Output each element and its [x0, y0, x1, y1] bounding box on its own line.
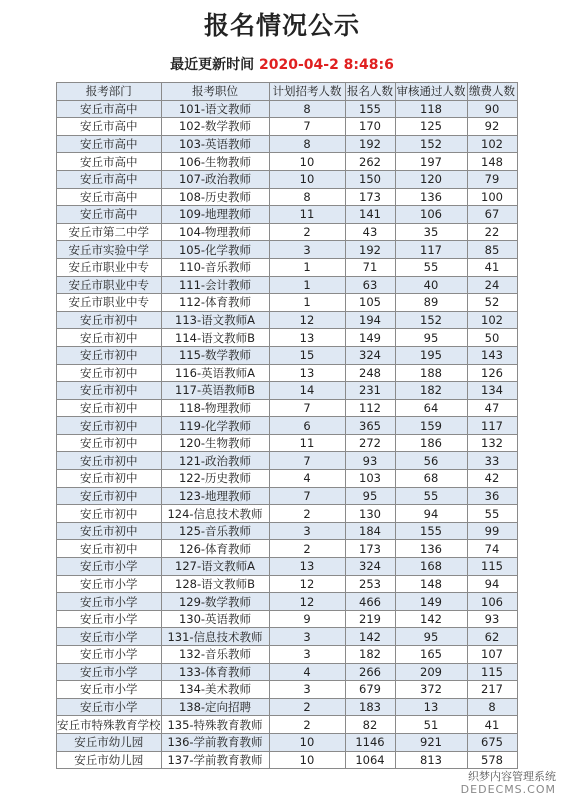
table-row	[57, 329, 518, 347]
cell-paid: 143	[467, 346, 517, 364]
cell-approved: 94	[395, 505, 467, 523]
cell-department: 安丘市高中	[57, 118, 162, 136]
cell-approved: 51	[395, 716, 467, 734]
cell-planned: 6	[269, 417, 345, 435]
cell-position: 110-音乐教师	[161, 258, 269, 276]
cell-approved: 40	[395, 276, 467, 294]
table-row	[57, 241, 518, 259]
table-row	[57, 294, 518, 312]
cell-planned: 7	[269, 452, 345, 470]
cell-position: 128-语文教师B	[161, 575, 269, 593]
cell-paid: 107	[467, 646, 517, 664]
table-row	[57, 434, 518, 452]
cell-approved: 64	[395, 399, 467, 417]
cell-paid: 8	[467, 698, 517, 716]
cell-planned: 4	[269, 470, 345, 488]
cell-approved: 197	[395, 153, 467, 171]
cell-planned: 11	[269, 206, 345, 224]
cell-department: 安丘市幼儿园	[57, 751, 162, 769]
table-row	[57, 681, 518, 699]
table-row	[57, 170, 518, 188]
cell-approved: 159	[395, 417, 467, 435]
cell-approved: 120	[395, 170, 467, 188]
cell-position: 124-信息技术教师	[161, 505, 269, 523]
cell-position: 136-学前教育教师	[161, 733, 269, 751]
col-header-planned: 计划招考人数	[269, 83, 345, 101]
cell-department: 安丘市高中	[57, 153, 162, 171]
cell-applicants: 173	[345, 188, 395, 206]
cell-position: 130-英语教师	[161, 610, 269, 628]
cell-position: 122-历史教师	[161, 470, 269, 488]
cell-approved: 813	[395, 751, 467, 769]
cell-planned: 2	[269, 716, 345, 734]
table-row	[57, 716, 518, 734]
cell-applicants: 150	[345, 170, 395, 188]
cell-approved: 188	[395, 364, 467, 382]
cell-applicants: 141	[345, 206, 395, 224]
cell-paid: 67	[467, 206, 517, 224]
cell-department: 安丘市初中	[57, 505, 162, 523]
col-header-approved: 审核通过人数	[396, 84, 466, 99]
cell-paid: 79	[467, 170, 517, 188]
cell-paid: 132	[467, 434, 517, 452]
table-row	[57, 558, 518, 576]
table-row	[57, 663, 518, 681]
cell-department: 安丘市初中	[57, 329, 162, 347]
cell-position: 116-英语教师A	[161, 364, 269, 382]
cell-approved: 921	[395, 733, 467, 751]
cell-paid: 22	[467, 223, 517, 241]
cell-department: 安丘市高中	[57, 206, 162, 224]
cell-paid: 102	[467, 311, 517, 329]
table-row	[57, 346, 518, 364]
cell-department: 安丘市小学	[57, 575, 162, 593]
cell-paid: 217	[467, 681, 517, 699]
table-row	[57, 540, 518, 558]
cell-paid: 115	[467, 558, 517, 576]
update-label: 最近更新时间	[170, 57, 255, 73]
cell-approved: 195	[395, 346, 467, 364]
cell-position: 108-历史教师	[161, 188, 269, 206]
cell-position: 105-化学教师	[161, 241, 269, 259]
cell-paid: 578	[467, 751, 517, 769]
cell-applicants: 365	[345, 417, 395, 435]
cell-department: 安丘市幼儿园	[57, 733, 162, 751]
update-time-line	[0, 54, 564, 74]
cell-applicants: 130	[345, 505, 395, 523]
table-row	[57, 364, 518, 382]
cell-applicants: 1146	[345, 733, 395, 751]
cell-position: 114-语文教师B	[161, 329, 269, 347]
cell-paid: 134	[467, 382, 517, 400]
cell-paid: 62	[467, 628, 517, 646]
cell-approved: 372	[395, 681, 467, 699]
cell-planned: 4	[269, 663, 345, 681]
col-header-applicants: 报名人数	[347, 84, 393, 99]
cell-planned: 2	[269, 540, 345, 558]
cell-department: 安丘市初中	[57, 470, 162, 488]
cell-department: 安丘市第二中学	[57, 223, 162, 241]
cell-approved: 35	[395, 223, 467, 241]
table-row	[57, 100, 518, 118]
cell-paid: 52	[467, 294, 517, 312]
cell-approved: 89	[395, 294, 467, 312]
cell-position: 119-化学教师	[161, 417, 269, 435]
watermark-text: 织梦内容管理系统	[468, 770, 556, 783]
cell-planned: 9	[269, 610, 345, 628]
cell-department: 安丘市高中	[57, 100, 162, 118]
table-row	[57, 223, 518, 241]
cell-approved: 182	[395, 382, 467, 400]
cell-planned: 8	[269, 135, 345, 153]
cell-applicants: 324	[345, 346, 395, 364]
cell-applicants: 95	[345, 487, 395, 505]
cell-position: 109-地理教师	[161, 206, 269, 224]
cell-planned: 2	[269, 223, 345, 241]
cell-applicants: 142	[345, 628, 395, 646]
cell-planned: 3	[269, 522, 345, 540]
cell-position: 138-定向招聘	[161, 698, 269, 716]
cell-applicants: 112	[345, 399, 395, 417]
cell-planned: 2	[269, 505, 345, 523]
table-row	[57, 188, 518, 206]
cell-approved: 155	[395, 522, 467, 540]
cell-approved: 95	[395, 628, 467, 646]
cell-position: 102-数学教师	[161, 118, 269, 136]
cell-paid: 47	[467, 399, 517, 417]
cell-approved: 125	[395, 118, 467, 136]
table-row	[57, 505, 518, 523]
cell-applicants: 105	[345, 294, 395, 312]
cell-approved: 117	[395, 241, 467, 259]
cell-department: 安丘市初中	[57, 434, 162, 452]
cell-planned: 10	[269, 153, 345, 171]
cell-position: 135-特殊教育教师	[161, 716, 269, 734]
table-row	[57, 698, 518, 716]
cell-approved: 13	[395, 698, 467, 716]
cell-position: 137-学前教育教师	[161, 751, 269, 769]
cell-applicants: 466	[345, 593, 395, 611]
cell-paid: 94	[467, 575, 517, 593]
cell-approved: 186	[395, 434, 467, 452]
update-time: 2020-04-2 8:48:6	[259, 57, 394, 73]
cell-approved: 56	[395, 452, 467, 470]
cell-department: 安丘市初中	[57, 364, 162, 382]
cell-department: 安丘市初中	[57, 417, 162, 435]
cell-approved: 68	[395, 470, 467, 488]
cell-department: 安丘市职业中专	[57, 276, 162, 294]
cell-department: 安丘市初中	[57, 452, 162, 470]
cell-department: 安丘市初中	[57, 522, 162, 540]
cell-applicants: 63	[345, 276, 395, 294]
cell-planned: 7	[269, 118, 345, 136]
cell-position: 106-生物教师	[161, 153, 269, 171]
cell-position: 121-政治教师	[161, 452, 269, 470]
cell-approved: 95	[395, 329, 467, 347]
cell-applicants: 82	[345, 716, 395, 734]
cell-position: 126-体育教师	[161, 540, 269, 558]
cell-planned: 12	[269, 311, 345, 329]
cell-planned: 3	[269, 241, 345, 259]
cell-paid: 90	[467, 100, 517, 118]
cell-paid: 41	[467, 716, 517, 734]
cell-applicants: 182	[345, 646, 395, 664]
cell-paid: 85	[467, 241, 517, 259]
cell-position: 125-音乐教师	[161, 522, 269, 540]
cell-applicants: 679	[345, 681, 395, 699]
cell-planned: 10	[269, 733, 345, 751]
cell-planned: 7	[269, 399, 345, 417]
table-row	[57, 311, 518, 329]
cell-paid: 115	[467, 663, 517, 681]
table-row	[57, 258, 518, 276]
table-row	[57, 135, 518, 153]
cell-approved: 165	[395, 646, 467, 664]
cell-applicants: 192	[345, 241, 395, 259]
cell-applicants: 71	[345, 258, 395, 276]
cell-position: 113-语文教师A	[161, 311, 269, 329]
cell-department: 安丘市初中	[57, 382, 162, 400]
cell-applicants: 103	[345, 470, 395, 488]
cell-position: 131-信息技术教师	[161, 628, 269, 646]
cell-paid: 106	[467, 593, 517, 611]
col-header-position: 报考职位	[161, 83, 269, 101]
cell-paid: 74	[467, 540, 517, 558]
cell-applicants: 262	[345, 153, 395, 171]
cell-applicants: 231	[345, 382, 395, 400]
cell-department: 安丘市职业中专	[57, 258, 162, 276]
table-row	[57, 522, 518, 540]
cell-department: 安丘市初中	[57, 346, 162, 364]
cell-position: 107-政治教师	[161, 170, 269, 188]
cell-department: 安丘市高中	[57, 188, 162, 206]
cell-position: 117-英语教师B	[161, 382, 269, 400]
cell-applicants: 266	[345, 663, 395, 681]
cell-approved: 152	[395, 135, 467, 153]
cell-approved: 136	[395, 540, 467, 558]
cell-position: 112-体育教师	[161, 294, 269, 312]
cell-planned: 1	[269, 294, 345, 312]
table-row	[57, 751, 518, 769]
cell-paid: 36	[467, 487, 517, 505]
cell-paid: 41	[467, 258, 517, 276]
cell-paid: 24	[467, 276, 517, 294]
cell-approved: 168	[395, 558, 467, 576]
cell-applicants: 192	[345, 135, 395, 153]
cell-planned: 8	[269, 100, 345, 118]
cell-paid: 126	[467, 364, 517, 382]
cell-department: 安丘市特殊教育学校	[57, 717, 161, 732]
table-row	[57, 487, 518, 505]
cell-planned: 13	[269, 558, 345, 576]
cell-paid: 42	[467, 470, 517, 488]
cell-planned: 3	[269, 646, 345, 664]
cell-approved: 152	[395, 311, 467, 329]
cell-paid: 93	[467, 610, 517, 628]
cell-planned: 11	[269, 434, 345, 452]
cell-applicants: 219	[345, 610, 395, 628]
cell-planned: 13	[269, 364, 345, 382]
cell-position: 104-物理教师	[161, 223, 269, 241]
cell-position: 115-数学教师	[161, 346, 269, 364]
table-row	[57, 646, 518, 664]
table-row	[57, 733, 518, 751]
cell-planned: 1	[269, 276, 345, 294]
cell-applicants: 149	[345, 329, 395, 347]
cell-paid: 102	[467, 135, 517, 153]
table-row	[57, 153, 518, 171]
table-row	[57, 118, 518, 136]
cell-planned: 8	[269, 188, 345, 206]
watermark-domain: DEDECMS.COM	[460, 783, 556, 796]
cell-applicants: 194	[345, 311, 395, 329]
cell-department: 安丘市初中	[57, 540, 162, 558]
cell-applicants: 253	[345, 575, 395, 593]
cell-paid: 100	[467, 188, 517, 206]
cell-approved: 149	[395, 593, 467, 611]
cell-department: 安丘市小学	[57, 698, 162, 716]
cell-paid: 148	[467, 153, 517, 171]
cell-department: 安丘市初中	[57, 487, 162, 505]
table-header-row	[57, 83, 518, 101]
cell-applicants: 155	[345, 100, 395, 118]
cell-applicants: 170	[345, 118, 395, 136]
cell-planned: 2	[269, 698, 345, 716]
cell-paid: 50	[467, 329, 517, 347]
cell-department: 安丘市高中	[57, 170, 162, 188]
cell-planned: 12	[269, 575, 345, 593]
cell-applicants: 248	[345, 364, 395, 382]
cell-department: 安丘市小学	[57, 610, 162, 628]
cell-position: 111-会计教师	[161, 276, 269, 294]
table-row	[57, 470, 518, 488]
cell-approved: 209	[395, 663, 467, 681]
cell-paid: 675	[467, 733, 517, 751]
cell-department: 安丘市职业中专	[57, 294, 162, 312]
cell-position: 118-物理教师	[161, 399, 269, 417]
cell-approved: 106	[395, 206, 467, 224]
table-row	[57, 575, 518, 593]
col-header-paid: 缴费人数	[469, 84, 515, 99]
cell-department: 安丘市初中	[57, 311, 162, 329]
cell-planned: 1	[269, 258, 345, 276]
cell-department: 安丘市小学	[57, 646, 162, 664]
col-header-department: 报考部门	[57, 83, 162, 101]
cell-position: 123-地理教师	[161, 487, 269, 505]
cell-planned: 12	[269, 593, 345, 611]
cell-planned: 14	[269, 382, 345, 400]
cell-planned: 7	[269, 487, 345, 505]
cell-department: 安丘市小学	[57, 593, 162, 611]
table-row	[57, 206, 518, 224]
cell-position: 127-语文教师A	[161, 558, 269, 576]
cell-paid: 92	[467, 118, 517, 136]
table-row	[57, 593, 518, 611]
cell-planned: 10	[269, 170, 345, 188]
table-row	[57, 276, 518, 294]
cell-approved: 55	[395, 487, 467, 505]
table-row	[57, 610, 518, 628]
table-row	[57, 452, 518, 470]
cell-department: 安丘市小学	[57, 663, 162, 681]
site-watermark	[461, 770, 556, 796]
cell-position: 120-生物教师	[161, 434, 269, 452]
page-title: 报名情况公示	[203, 11, 360, 40]
cell-position: 103-英语教师	[161, 135, 269, 153]
cell-approved: 142	[395, 610, 467, 628]
cell-applicants: 1064	[345, 751, 395, 769]
cell-planned: 3	[269, 681, 345, 699]
cell-position: 133-体育教师	[161, 663, 269, 681]
cell-approved: 136	[395, 188, 467, 206]
cell-department: 安丘市小学	[57, 681, 162, 699]
table-body	[57, 100, 518, 769]
cell-position: 134-美术教师	[161, 681, 269, 699]
cell-paid: 117	[467, 417, 517, 435]
table-row	[57, 417, 518, 435]
cell-position: 101-语文教师	[161, 100, 269, 118]
cell-position: 129-数学教师	[161, 593, 269, 611]
cell-paid: 33	[467, 452, 517, 470]
cell-paid: 55	[467, 505, 517, 523]
registration-table	[56, 82, 518, 769]
cell-planned: 3	[269, 628, 345, 646]
cell-department: 安丘市小学	[57, 628, 162, 646]
cell-applicants: 183	[345, 698, 395, 716]
cell-department: 安丘市高中	[57, 135, 162, 153]
cell-department: 安丘市初中	[57, 399, 162, 417]
cell-applicants: 324	[345, 558, 395, 576]
cell-applicants: 93	[345, 452, 395, 470]
cell-approved: 118	[395, 100, 467, 118]
cell-position: 132-音乐教师	[161, 646, 269, 664]
cell-planned: 15	[269, 346, 345, 364]
table-row	[57, 628, 518, 646]
cell-approved: 148	[395, 575, 467, 593]
cell-applicants: 43	[345, 223, 395, 241]
cell-applicants: 184	[345, 522, 395, 540]
cell-applicants: 272	[345, 434, 395, 452]
cell-planned: 10	[269, 751, 345, 769]
table-row	[57, 382, 518, 400]
cell-planned: 13	[269, 329, 345, 347]
cell-paid: 99	[467, 522, 517, 540]
cell-department: 安丘市实验中学	[57, 241, 162, 259]
cell-applicants: 173	[345, 540, 395, 558]
table-row	[57, 399, 518, 417]
cell-department: 安丘市小学	[57, 558, 162, 576]
cell-approved: 55	[395, 258, 467, 276]
